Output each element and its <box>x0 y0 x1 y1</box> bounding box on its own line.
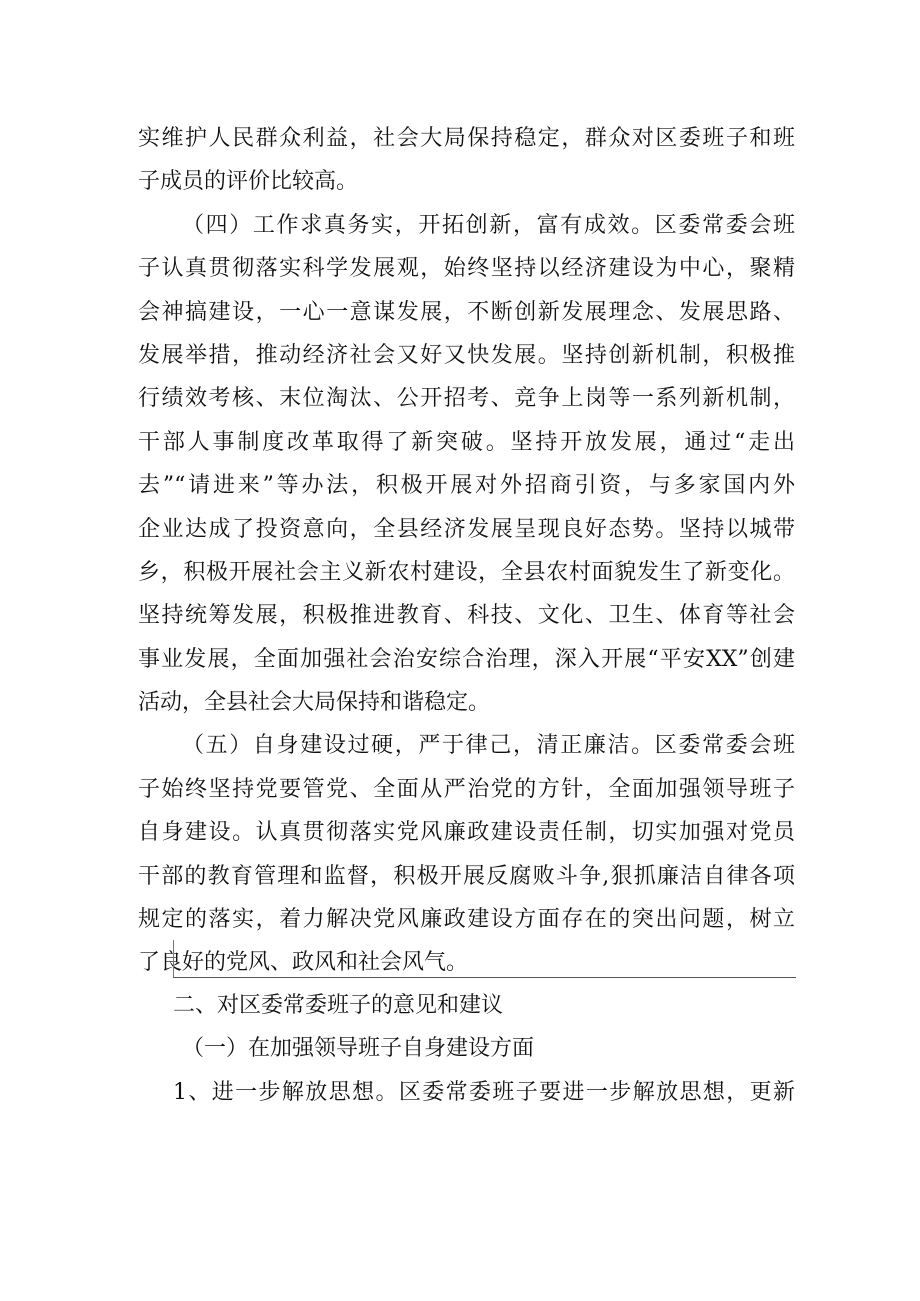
paragraph-line: 规定的落实，着力解决党风廉政建设方面存在的突出问题，树立 <box>138 907 795 933</box>
paragraph-line: 干部人事制度改革取得了新突破。坚持开放发展，通过“走出 <box>138 429 795 455</box>
paragraph-line: 活动，全县社会大局保持和谐稳定。 <box>138 690 491 716</box>
paragraph-line: 会神搞建设，一心一意谋发展，不断创新发展理念、发展思路、 <box>138 299 795 325</box>
paragraph-line: 子成员的评价比较高。 <box>138 169 359 195</box>
item-paragraph: 1、进一步解放思想。区委常委班子要进一步解放思想，更新 <box>173 1080 795 1105</box>
paragraph-line: 事业发展，全面加强社会治安综合治理，深入开展“平安XX”创建 <box>138 646 795 672</box>
document-body <box>138 117 795 985</box>
paragraph-line: 行绩效考核、末位淘汰、公开招考、竞争上岗等一系列新机制， <box>138 386 795 412</box>
paragraph-line: 坚持统筹发展，积极推进教育、科技、文化、卫生、体育等社会 <box>138 603 795 629</box>
paragraph-line: 去”“请进来”等办法，积极开展对外招商引资，与多家国内外 <box>138 473 795 499</box>
paragraph-line: 子始终坚持党要管党、全面从严治党的方针，全面加强领导班子 <box>138 776 795 802</box>
subsection-heading: （一）在加强领导班子自身建设方面 <box>182 1036 535 1061</box>
paragraph-line: 实维护人民群众利益，社会大局保持稳定，群众对区委班子和班 <box>138 126 795 151</box>
margin-mark <box>173 940 174 977</box>
paragraph-line: 乡，积极开展社会主义新农村建设，全县农村面貌发生了新变化。 <box>138 559 795 585</box>
paragraph-line: 干部的教育管理和监督，积极开展反腐败斗争,狠抓廉洁自律各项 <box>138 863 795 889</box>
section-heading: 二、对区委常委班子的意见和建议 <box>173 993 504 1018</box>
paragraph-line: 自身建设。认真贯彻落实党风廉政建设责任制，切实加强对党员 <box>138 820 795 846</box>
paragraph-line: （四）工作求真务实，开拓创新，富有成效。区委常委会班 <box>182 212 795 238</box>
paragraph-line: 了良好的党风、政风和社会风气。 <box>138 950 469 976</box>
paragraph-line: 企业达成了投资意向，全县经济发展呈现良好态势。坚持以城带 <box>138 516 795 542</box>
horizontal-rule <box>173 977 796 978</box>
paragraph-line: 子认真贯彻落实科学发展观，始终坚持以经济建设为中心，聚精 <box>138 256 795 282</box>
paragraph-line: 发展举措，推动经济社会又好又快发展。坚持创新机制，积极推 <box>138 342 795 368</box>
paragraph-line: （五）自身建设过硬，严于律己，清正廉洁。区委常委会班 <box>182 733 795 759</box>
